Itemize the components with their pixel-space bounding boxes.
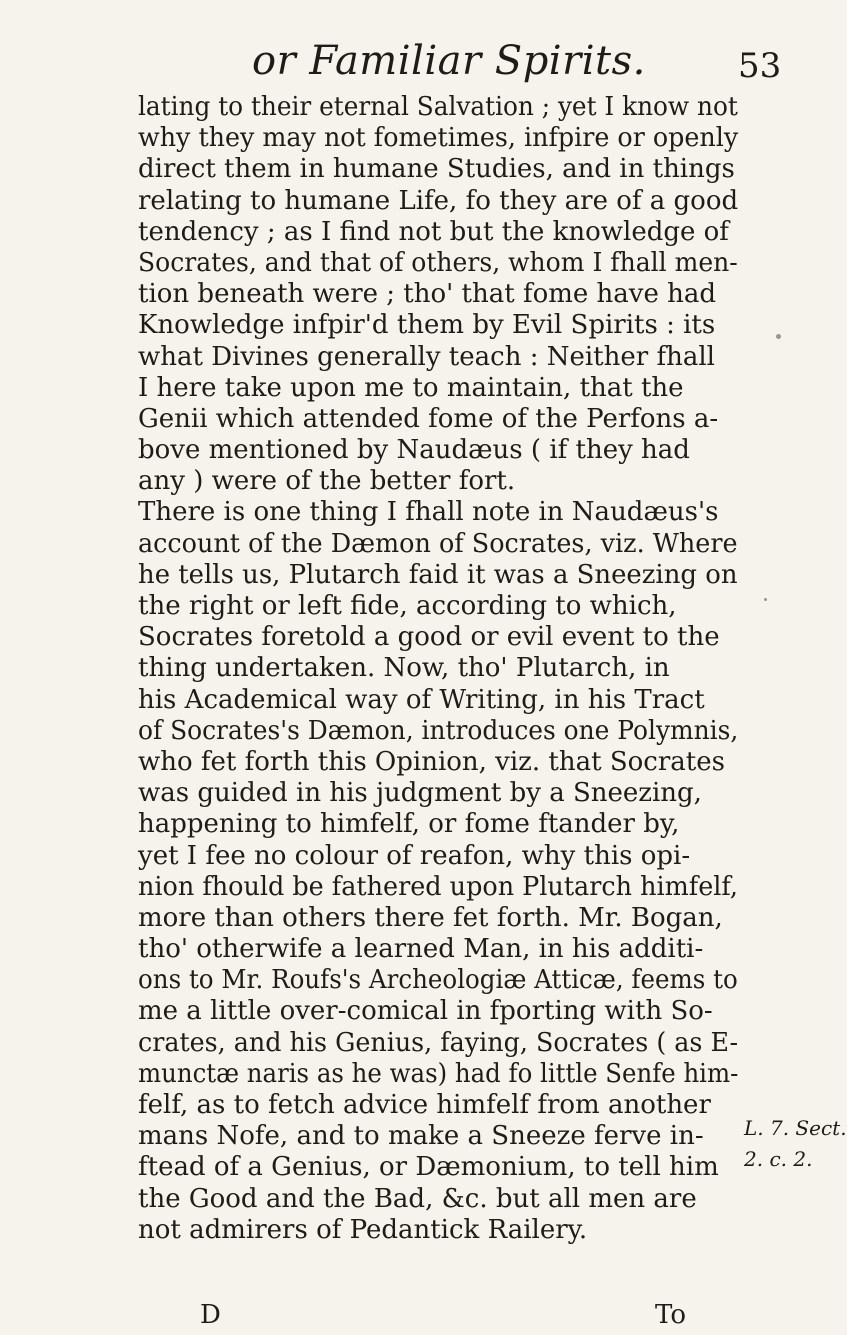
text-line: thing undertaken. Now, tho' Plutarch, in (138, 653, 670, 684)
text-line: Socrates foretold a good or evil event to the (138, 622, 720, 653)
text-line: Knowledge infpir'd them by Evil Spirits : its (138, 310, 716, 341)
text-line: yet I fee no colour of reafon, why this opi- (138, 840, 691, 871)
text-line: lating to their eternal Salvation ; yet I know not (138, 92, 738, 122)
text-line: mans Nofe, and to make a Sneeze ferve in- (138, 1121, 704, 1152)
text-line: direct them in humane Studies, and in things (138, 154, 735, 185)
text-line: of Socrates's Dæmon, introduces one Polymnis, (138, 715, 739, 746)
text-line: me a little over-comical in fporting with So- (138, 996, 713, 1027)
ink-speck (776, 334, 781, 339)
text-line: any ) were of the better fort. (138, 466, 516, 497)
text-line: not admirers of Pedantick Railery. (138, 1214, 588, 1245)
text-line: happening to himfelf, or fome ftander by, (138, 809, 680, 840)
text-line: felf, as to fetch advice himfelf from another (138, 1090, 711, 1120)
catchword: To (655, 1300, 686, 1330)
text-line: ons to Mr. Roufs's Archeologiæ Atticæ, feems to (138, 965, 738, 996)
body-text (138, 92, 738, 1246)
page-number: 53 (738, 46, 782, 86)
text-line: crates, and his Genius, faying, Socrates ( as E- (138, 1027, 739, 1058)
text-line: Genii which attended fome of the Perfons a- (138, 403, 719, 434)
ink-speck (764, 598, 767, 601)
text-line: the Good and the Bad, &c. but all men are (138, 1183, 697, 1214)
text-line: Socrates, and that of others, whom I fhall men- (138, 247, 738, 278)
text-line: why they may not fometimes, infpire or openly (138, 123, 739, 154)
margin-note: L. 7. Sect. (744, 1116, 847, 1140)
text-line: he tells us, Plutarch faid it was a Sneezing on (138, 559, 738, 590)
text-line: tion beneath were ; tho' that fome have had (138, 279, 717, 310)
text-line: account of the Dæmon of Socrates, viz. Where (138, 528, 738, 559)
text-line: his Academical way of Writing, in his Tract (138, 684, 705, 715)
signature-mark: D (200, 1300, 221, 1330)
text-line: tendency ; as I find not but the knowledge of (138, 216, 729, 247)
text-line: ftead of a Genius, or Dæmonium, to tell him (138, 1152, 719, 1183)
margin-note: 2. c. 2. (744, 1147, 813, 1171)
text-line: the right or left fide, according to which, (138, 591, 677, 621)
text-line: There is one thing I fhall note in Naudæus's (138, 497, 719, 528)
text-line: nion fhould be fathered upon Plutarch himfelf, (138, 871, 739, 902)
text-line: tho' otherwife a learned Man, in his additi- (138, 934, 704, 965)
text-line: was guided in his judgment by a Sneezing, (138, 778, 702, 809)
text-line: more than others there fet forth. Mr. Bogan, (138, 902, 723, 933)
text-line: relating to humane Life, fo they are of a good (138, 185, 739, 216)
text-line: munctæ naris as he was) had fo little Senfe him- (138, 1058, 739, 1089)
text-line: I here take upon me to maintain, that the (138, 372, 684, 403)
text-line: what Divines generally teach : Neither fhall (138, 341, 715, 372)
text-line: bove mentioned by Naudæus ( if they had (138, 435, 690, 466)
text-line: who fet forth this Opinion, viz. that Socrates (138, 746, 725, 777)
running-head: or Familiar Spirits. (252, 38, 646, 84)
